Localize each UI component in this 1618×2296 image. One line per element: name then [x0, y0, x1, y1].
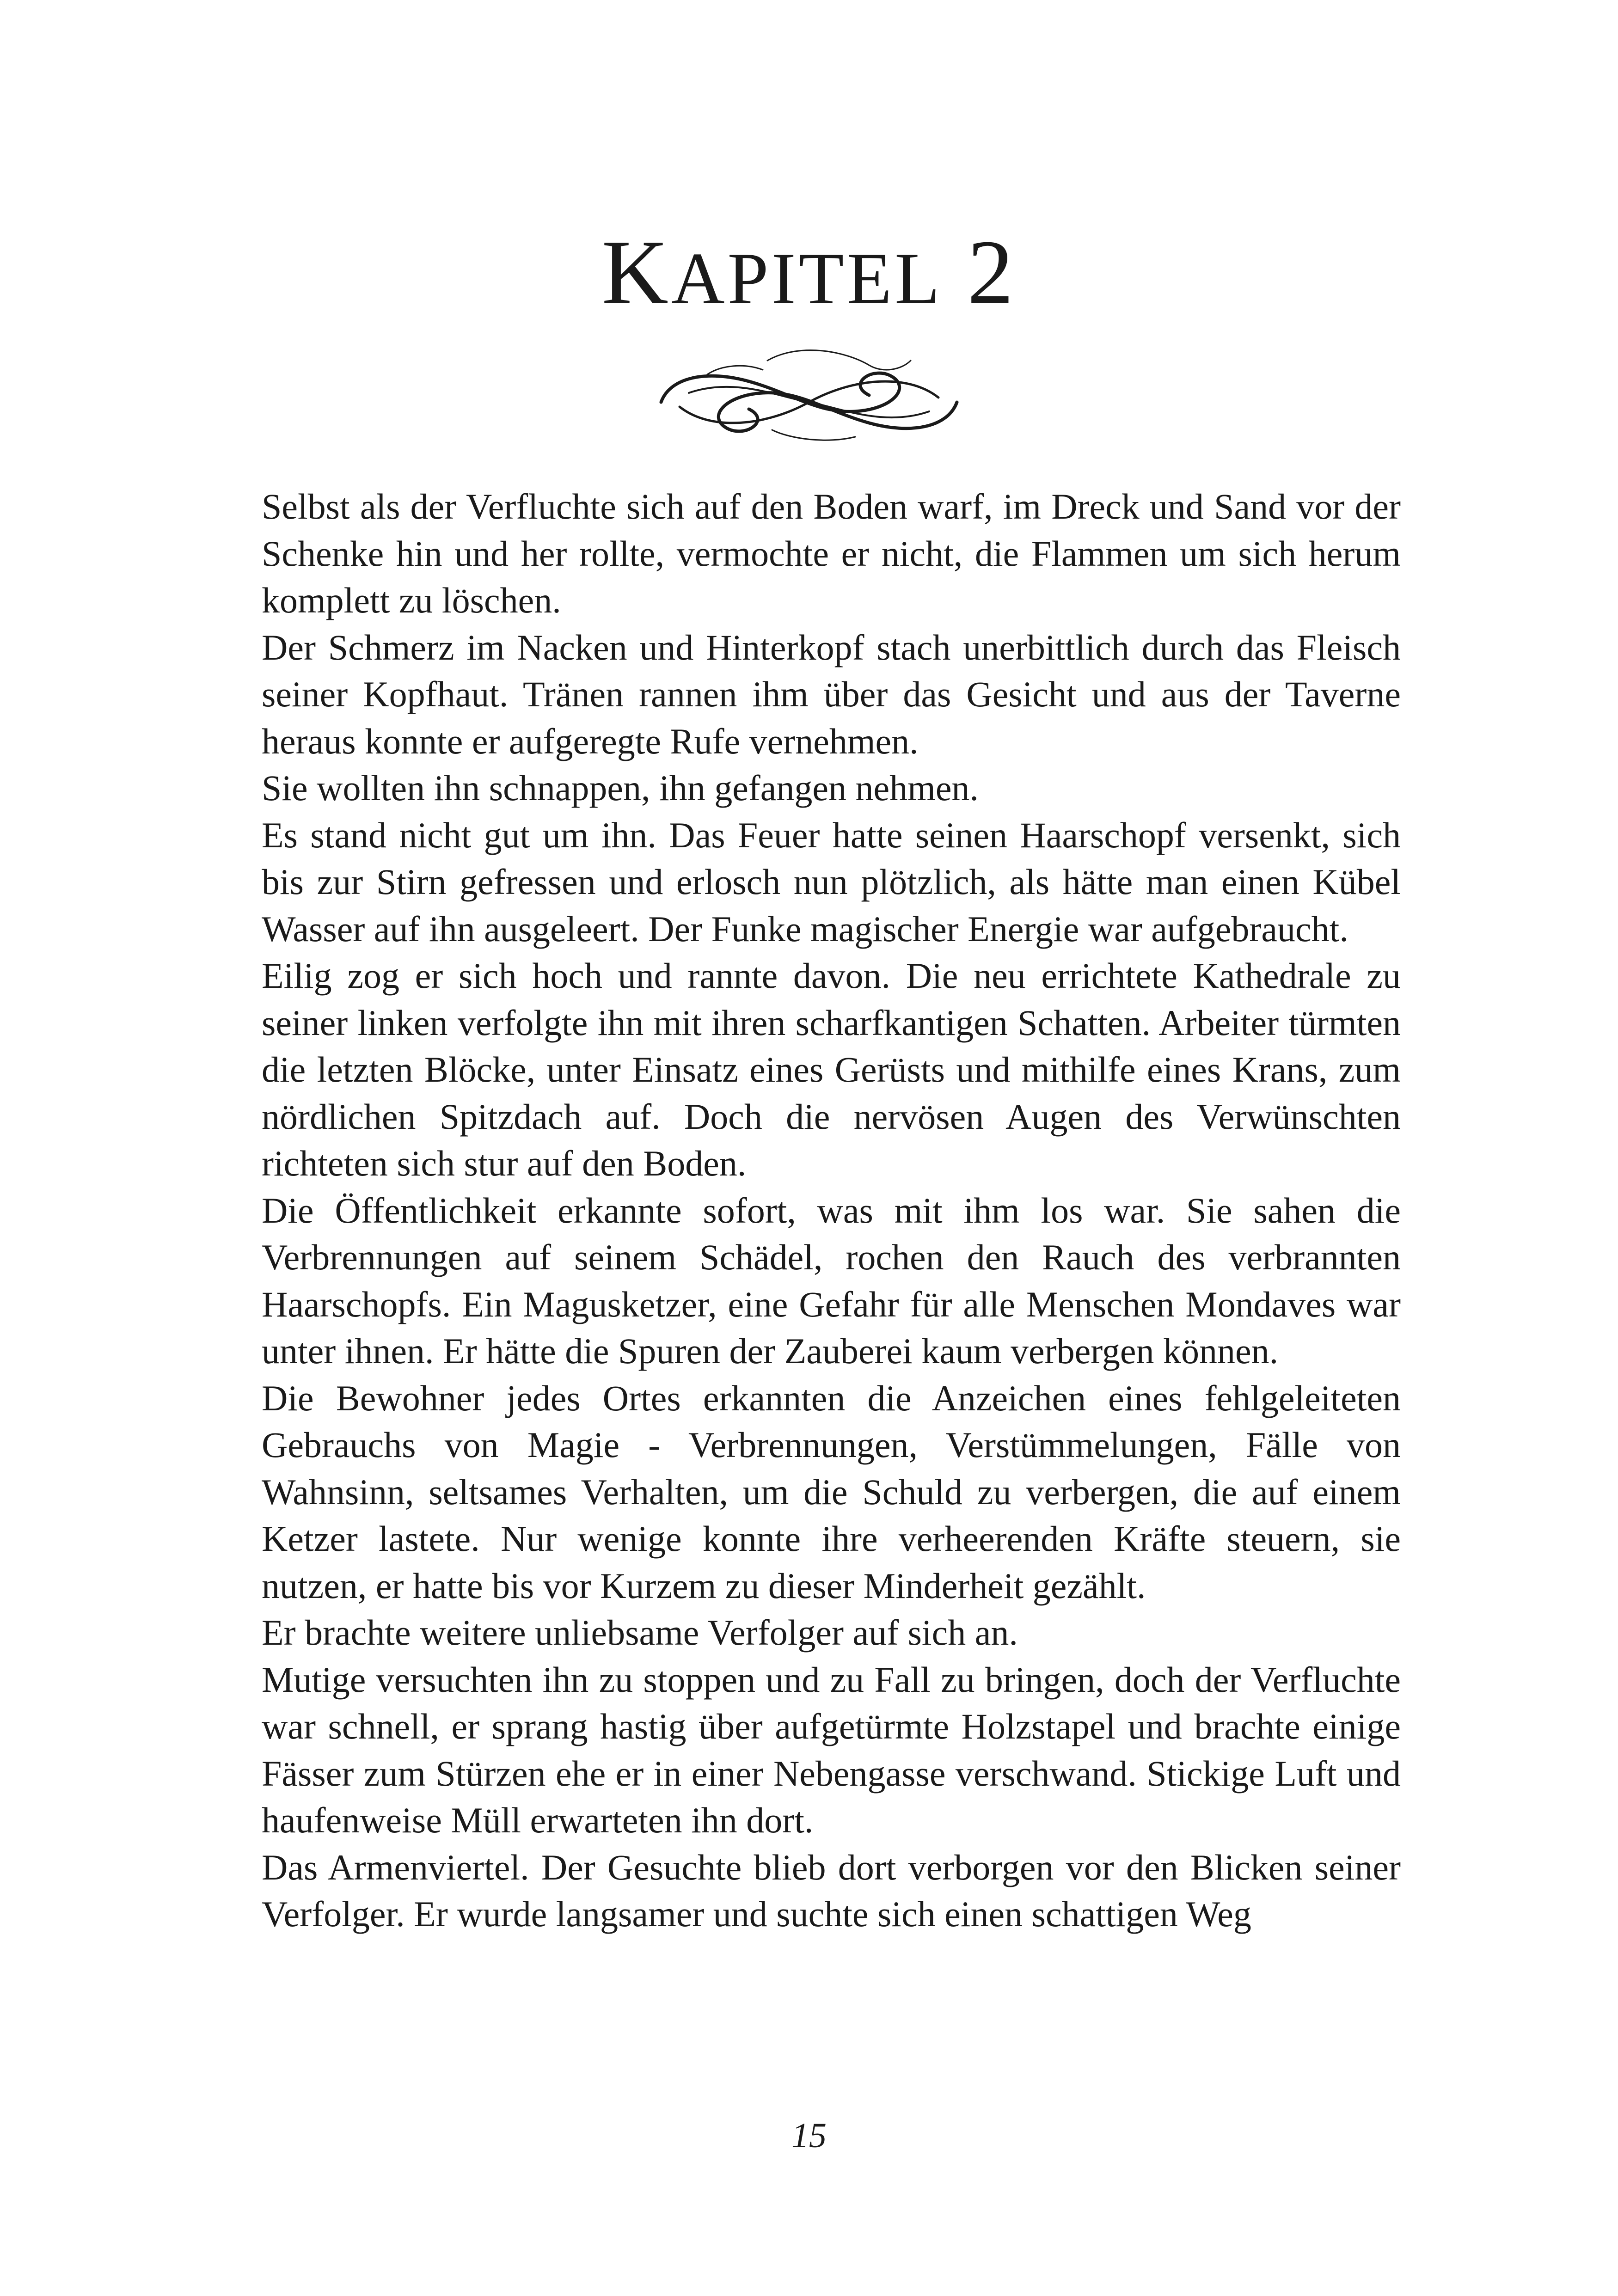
- body-text: [262, 483, 1401, 1938]
- chapter-title: [0, 217, 1618, 334]
- paragraph-5: Eilig zog er sich hoch und rannte davon. Die neu errichtete Kathedrale zu seiner linken verfolgte ihn mit ihren scharfkantigen Schatten. Arbeiter türmten die letzten Blöcke, unter Einsatz eines Gerüsts und mithilfe eines Krans, zum nördlichen Spitzdach auf. Doch die nervösen Augen des Verwünschten richteten sich stur auf den Boden.: [262, 955, 1401, 1183]
- chapter-title-initial: K: [601, 221, 671, 324]
- paragraph-10: Das Armenviertel. Der Gesuchte blieb dort verborgen vor den Blicken seiner Verfolger. Er wurde langsamer und suchte sich einen schattigen Weg: [262, 1847, 1401, 1934]
- chapter-number: 2: [967, 221, 1017, 324]
- paragraph-8: Er brachte weitere unliebsame Verfolger auf sich an.: [262, 1612, 1018, 1653]
- paragraph-4: Es stand nicht gut um ihn. Das Feuer hatte seinen Haarschopf versenkt, sich bis zur Stirn gefressen und erlosch nun plötzlich, als hätte man einen Kübel Wasser auf ihn ausgeleert. Der Funke magischer Energie war aufgebraucht.: [262, 814, 1401, 949]
- paragraph-3: Sie wollten ihn schnappen, ihn gefangen nehmen.: [262, 768, 979, 808]
- page-number: 15: [791, 2116, 827, 2155]
- paragraph-1: Selbst als der Verfluchte sich auf den Boden warf, im Dreck und Sand vor der Schenke hin und her rollte, vermochte er nicht, die Flammen um sich herum komplett zu löschen.: [262, 486, 1401, 620]
- paragraph-7: Die Bewohner jedes Ortes erkannten die Anzeichen eines fehlgeleiteten Gebrauchs von Magie - Verbrennungen, Verstümmelungen, Fälle von Wahnsinn, seltsames Verhalten, um die Schuld zu verbergen, die auf einem Ketzer lastete. Nur wenige konnte ihre verheerenden Kräfte steuern, sie nutzen, er hatte bis vor Kurzem zu dieser Minderheit gezählt.: [262, 1378, 1401, 1606]
- paragraph-9: Mutige versuchten ihn zu stoppen und zu Fall zu bringen, doch der Verfluchte war schnell, er sprang hastig über aufgetürmte Holzstapel und brachte einige Fässer zum Stürzen ehe er in einer Nebengasse verschwand. Stickige Luft und haufenweise Müll erwarteten ihn dort.: [262, 1659, 1401, 1840]
- paragraph-6: Die Öffentlichkeit erkannte sofort, was mit ihm los war. Sie sahen die Verbrennungen auf seinem Schädel, rochen den Rauch des verbrannten Haarschopfs. Ein Magusketzer, eine Gefahr für alle Menschen Mondaves war unter ihnen. Er hätte die Spuren der Zauberei kaum verbergen können.: [262, 1190, 1401, 1371]
- chapter-title-word: APITEL: [671, 237, 943, 319]
- paragraph-2: Der Schmerz im Nacken und Hinterkopf stach unerbittlich durch das Fleisch seiner Kopfhaut. Tränen rannen ihm über das Gesicht und aus der Taverne heraus konnte er aufgeregte Rufe vernehmen.: [262, 627, 1401, 761]
- flourish-ornament-icon: [652, 333, 966, 448]
